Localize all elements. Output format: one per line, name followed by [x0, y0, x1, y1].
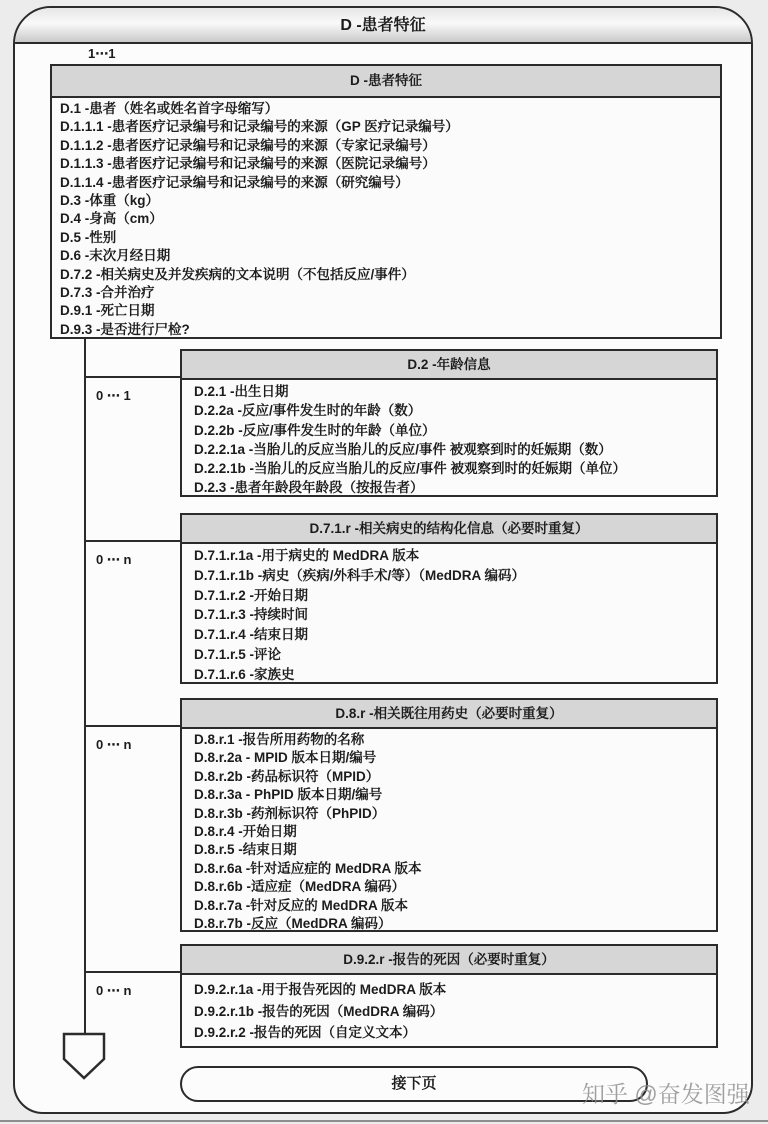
- section-box-medical-history: [180, 513, 718, 684]
- field-item: D.9.3 -是否进行尸检?: [60, 321, 190, 337]
- field-item: D.7.2 -相关病史及并发疾病的文本说明（不包括反应/事件）: [60, 266, 415, 282]
- field-item: D.8.r.6b -适应症（MedDRA 编码）: [194, 879, 406, 895]
- continuation-arrow-icon: [62, 1032, 106, 1080]
- field-item: D.8.r.4 -开始日期: [194, 824, 297, 840]
- field-item: D.2.2.1a -当胎儿的反应当胎儿的反应/事件 被观察到时的妊娠期（数）: [194, 441, 612, 457]
- page-title: D -患者特征: [340, 17, 426, 34]
- field-item: D.8.r.3b -药剂标识符（PhPID）: [194, 805, 386, 821]
- field-item: D.6 -末次月经日期: [60, 248, 171, 264]
- field-item: D.1.1.1 -患者医疗记录编号和记录编号的来源（GP 医疗记录编号）: [60, 119, 459, 135]
- field-item: D.7.1.r.3 -持续时间: [194, 607, 309, 623]
- field-item: D.9.1 -死亡日期: [60, 303, 155, 319]
- cardinality-label: 0 ⋯ n: [96, 737, 132, 752]
- field-item: D.7.1.r.2 -开始日期: [194, 587, 309, 603]
- field-item: D.7.1.r.1b -病史（疾病/外科手术/等）（MedDRA 编码）: [194, 567, 526, 583]
- field-item: D.8.r.7b -反应（MedDRA 编码）: [194, 916, 392, 932]
- field-item: D.3 -体重（kg）: [60, 193, 160, 209]
- field-item: D.8.r.2b -药品标识符（MPID）: [194, 768, 380, 784]
- field-item: D.8.r.7a -针对反应的 MedDRA 版本: [194, 897, 409, 913]
- section-items: [182, 544, 716, 685]
- field-item: D.8.r.5 -结束日期: [194, 842, 297, 858]
- cardinality-label: 0 ⋯ 1: [96, 388, 131, 403]
- next-page-label: 接下页: [391, 1075, 437, 1092]
- image-bottom-edge: [0, 1120, 768, 1122]
- section-items: [182, 380, 716, 498]
- field-item: D.2.2a -反应/事件发生时的年龄（数）: [194, 403, 422, 419]
- field-item: D.2.3 -患者年龄段年龄段（按报告者）: [194, 480, 424, 496]
- section-header: D.8.r -相关既往用药史（必要时重复）: [182, 700, 716, 729]
- field-item: D.9.2.r.1a -用于报告死因的 MedDRA 版本: [194, 982, 447, 997]
- field-item: D.7.1.r.4 -结束日期: [194, 627, 309, 643]
- field-item: D.8.r.6a -针对适应症的 MedDRA 版本: [194, 860, 422, 876]
- field-item: D.2.1 -出生日期: [194, 384, 289, 399]
- field-item: D.9.2.r.2 -报告的死因（自定义文本）: [194, 1025, 417, 1040]
- section-header: D.2 -年龄信息: [182, 351, 716, 380]
- field-item: D.7.3 -合并治疗: [60, 285, 155, 301]
- section-items: [182, 729, 716, 933]
- main-section-items: [52, 98, 720, 339]
- next-page-node: [180, 1066, 648, 1102]
- field-item: D.1.1.3 -患者医疗记录编号和记录编号的来源（医院记录编号）: [60, 156, 436, 172]
- field-item: D.1.1.4 -患者医疗记录编号和记录编号的来源（研究编号）: [60, 174, 409, 190]
- connector-branch-line: [85, 725, 180, 727]
- connector-branch-line: [85, 540, 180, 542]
- section-box-age-info: [180, 349, 718, 497]
- field-item: D.1 -患者（姓名或姓名首字母缩写）: [60, 101, 279, 116]
- section-box-cause-of-death: [180, 944, 718, 1048]
- connector-branch-line: [85, 376, 180, 378]
- field-item: D.7.1.r.1a -用于病史的 MedDRA 版本: [194, 548, 420, 563]
- field-item: D.9.2.r.1b -报告的死因（MedDRA 编码）: [194, 1003, 444, 1019]
- connector-trunk-line: [84, 339, 86, 1034]
- section-items: [182, 975, 716, 1044]
- field-item: D.4 -身高（cm）: [60, 211, 163, 227]
- connector-branch-line: [85, 971, 180, 973]
- field-item: D.8.r.1 -报告所用药物的名称: [194, 732, 365, 747]
- field-item: D.7.1.r.6 -家族史: [194, 666, 295, 682]
- main-section-header: D -患者特征: [52, 66, 720, 98]
- field-item: D.1.1.2 -患者医疗记录编号和记录编号的来源（专家记录编号）: [60, 137, 436, 153]
- field-item: D.7.1.r.5 -评论: [194, 646, 282, 662]
- root-cardinality-label: 1⋯1: [88, 46, 116, 61]
- field-item: D.2.2.1b -当胎儿的反应当胎儿的反应/事件 被观察到时的妊娠期（单位）: [194, 461, 627, 477]
- field-item: D.5 -性别: [60, 229, 117, 245]
- field-item: D.8.r.3a - PhPID 版本日期/编号: [194, 787, 383, 803]
- page-title-bar: [15, 8, 751, 44]
- field-item: D.2.2b -反应/事件发生时的年龄（单位）: [194, 422, 436, 438]
- main-section-box: [50, 64, 722, 339]
- section-header: D.9.2.r -报告的死因（必要时重复）: [182, 946, 716, 975]
- section-header: D.7.1.r -相关病史的结构化信息（必要时重复）: [182, 515, 716, 544]
- cardinality-label: 0 ⋯ n: [96, 983, 132, 998]
- watermark-text: 知乎 @奋发图强: [582, 1081, 750, 1107]
- field-item: D.8.r.2a - MPID 版本日期/编号: [194, 750, 377, 766]
- section-box-past-drug-history: [180, 698, 718, 932]
- cardinality-label: 0 ⋯ n: [96, 552, 132, 567]
